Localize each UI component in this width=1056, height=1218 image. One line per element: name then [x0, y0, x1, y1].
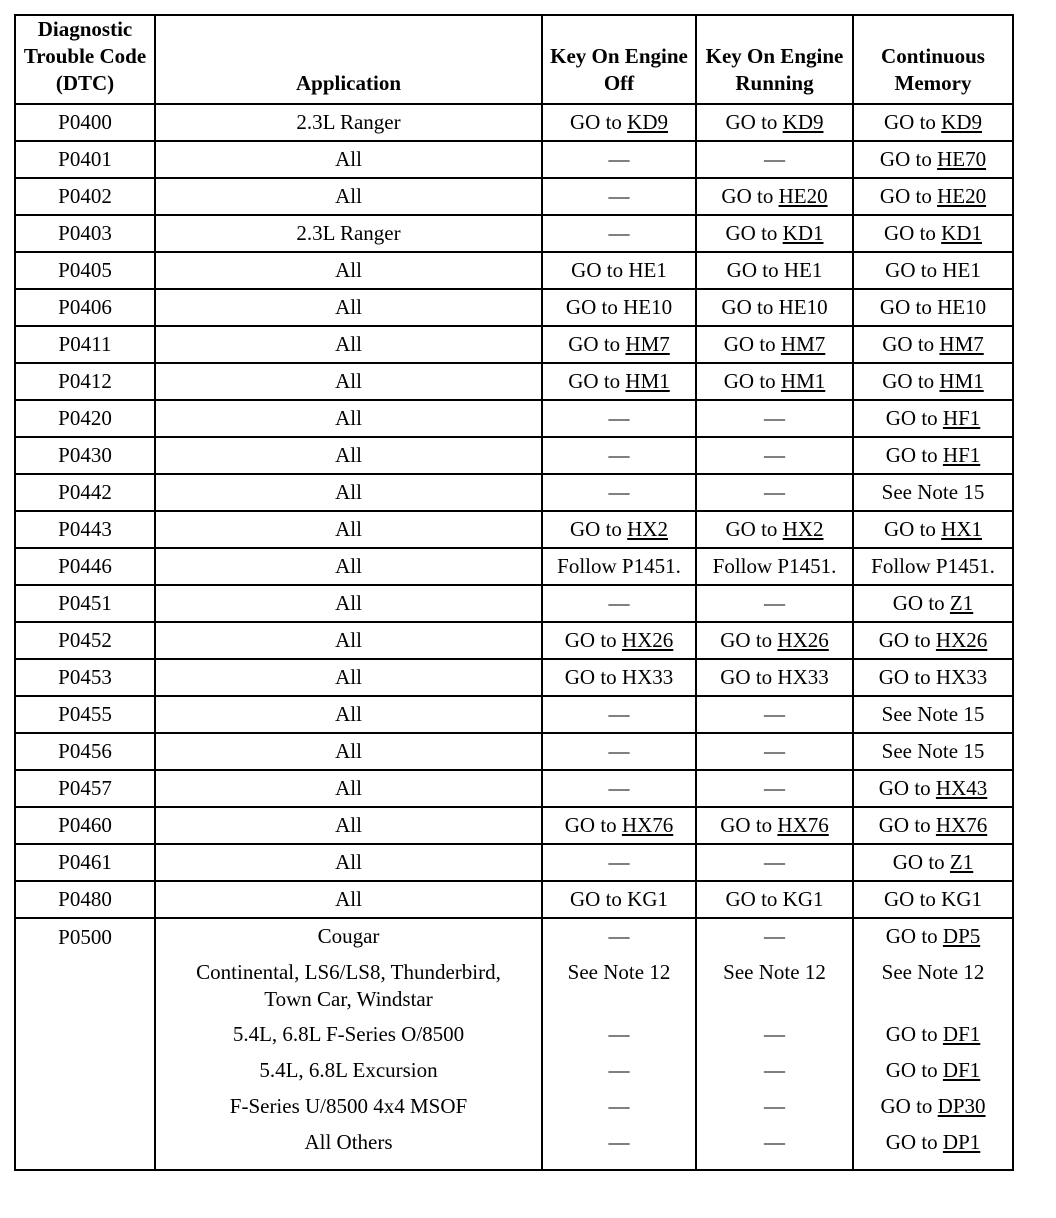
- dtc-code: P0442: [15, 474, 155, 511]
- action-text: See Note 12: [567, 960, 671, 984]
- dtc-code: P0412: [15, 363, 155, 400]
- action-text: GO to: [878, 776, 931, 800]
- action-text: GO to: [885, 443, 938, 467]
- action-text: GO to: [568, 369, 621, 393]
- key-on-engine-off-cell: [542, 400, 696, 437]
- action-text: GO to: [725, 221, 778, 245]
- header-key-on-engine-running: Key On Engine Running: [696, 15, 853, 104]
- action-text: GO to: [723, 369, 776, 393]
- procedure-link[interactable]: HF1: [942, 443, 981, 467]
- continuous-memory-cell: [853, 215, 1013, 252]
- key-on-engine-running-cell: [696, 289, 853, 326]
- action-text: —: [608, 702, 630, 726]
- table-row: [15, 807, 1013, 844]
- procedure-link[interactable]: KD9: [782, 110, 824, 134]
- action-text: —: [608, 739, 630, 763]
- action-text: —: [764, 1094, 785, 1118]
- action-text: GO to: [564, 628, 617, 652]
- application-cell: [155, 918, 542, 1170]
- continuous-memory-cell: [853, 881, 1013, 918]
- action-text: GO to: [879, 147, 932, 171]
- key-on-engine-running-cell: [696, 881, 853, 918]
- procedure-link[interactable]: KD9: [941, 110, 982, 134]
- key-on-engine-running-cell: [696, 696, 853, 733]
- application-cell: All: [155, 511, 542, 548]
- action-text: See Note 12: [881, 960, 985, 984]
- table-row: [15, 326, 1013, 363]
- continuous-memory-cell: [853, 178, 1013, 215]
- action-text: GO to HE1: [885, 258, 981, 282]
- application-cell: All: [155, 437, 542, 474]
- sub-entry: [547, 959, 691, 1021]
- action-text: —: [608, 406, 630, 430]
- continuous-memory-cell: [853, 622, 1013, 659]
- table-row: [15, 585, 1013, 622]
- action-text: —: [764, 1022, 785, 1046]
- dtc-code: P0403: [15, 215, 155, 252]
- key-on-engine-off-cell: [542, 511, 696, 548]
- application-cell: All: [155, 881, 542, 918]
- procedure-link[interactable]: HX76: [621, 813, 674, 837]
- action-text: —: [764, 776, 785, 800]
- table-row: [15, 511, 1013, 548]
- sub-entry: Continental, LS6/LS8, Thunderbird, Town Car, Windstar: [196, 960, 501, 1011]
- action-text: See Note 15: [881, 739, 985, 763]
- sub-entry: [547, 1093, 691, 1129]
- continuous-memory-cell: [853, 511, 1013, 548]
- key-on-engine-off-cell: [542, 548, 696, 585]
- action-text: GO to HE1: [726, 258, 823, 282]
- dtc-code: P0455: [15, 696, 155, 733]
- procedure-link[interactable]: HF1: [942, 406, 981, 430]
- action-text: GO to: [882, 332, 935, 356]
- key-on-engine-running-cell: [696, 178, 853, 215]
- key-on-engine-running-cell: [696, 141, 853, 178]
- key-on-engine-running-cell: [696, 215, 853, 252]
- key-on-engine-running-cell: [696, 252, 853, 289]
- application-cell: All: [155, 363, 542, 400]
- procedure-link[interactable]: DP1: [942, 1130, 981, 1154]
- table-row: [15, 622, 1013, 659]
- key-on-engine-running-cell: [696, 585, 853, 622]
- action-text: GO to: [885, 1022, 938, 1046]
- table-row: [15, 733, 1013, 770]
- application-cell: All: [155, 622, 542, 659]
- dtc-code: P0400: [15, 104, 155, 141]
- sub-entry: F-Series U/8500 4x4 MSOF: [229, 1094, 468, 1118]
- key-on-engine-running-cell: [696, 807, 853, 844]
- table-row: [15, 659, 1013, 696]
- action-text: GO to KG1: [884, 887, 982, 911]
- action-text: GO to: [725, 517, 778, 541]
- procedure-link[interactable]: DP30: [937, 1094, 986, 1118]
- procedure-link[interactable]: DF1: [942, 1022, 981, 1046]
- sub-entry: Cougar: [317, 924, 380, 948]
- table-row: [15, 400, 1013, 437]
- action-text: GO to: [885, 1058, 938, 1082]
- key-on-engine-running-cell: [696, 104, 853, 141]
- key-on-engine-off-cell: [542, 585, 696, 622]
- sub-entry: [858, 1021, 1008, 1057]
- header-application: Application: [155, 15, 542, 104]
- continuous-memory-cell: [853, 326, 1013, 363]
- key-on-engine-running-cell: [696, 918, 853, 1170]
- continuous-memory-cell: [853, 141, 1013, 178]
- application-cell: All: [155, 474, 542, 511]
- action-text: GO to HE1: [571, 258, 667, 282]
- sub-entry: [547, 923, 691, 959]
- table-row: [15, 215, 1013, 252]
- procedure-link[interactable]: HX76: [935, 813, 988, 837]
- action-text: GO to: [564, 813, 617, 837]
- key-on-engine-off-cell: [542, 622, 696, 659]
- action-text: —: [764, 147, 785, 171]
- action-text: —: [608, 1130, 630, 1154]
- action-text: GO to: [720, 813, 773, 837]
- sub-entry: [858, 1129, 1008, 1165]
- sub-entry: [547, 1021, 691, 1057]
- sub-entry: [858, 923, 1008, 959]
- application-cell: All: [155, 696, 542, 733]
- key-on-engine-off-cell: [542, 178, 696, 215]
- action-text: GO to: [883, 110, 936, 134]
- sub-entry: [858, 1093, 1008, 1129]
- action-text: —: [608, 480, 630, 504]
- dtc-code: P0411: [15, 326, 155, 363]
- key-on-engine-off-cell: [542, 437, 696, 474]
- continuous-memory-cell: [853, 474, 1013, 511]
- key-on-engine-off-cell: [542, 807, 696, 844]
- application-cell: All: [155, 400, 542, 437]
- continuous-memory-cell: [853, 548, 1013, 585]
- action-text: GO to: [721, 184, 774, 208]
- action-text: —: [764, 480, 785, 504]
- action-text: GO to: [569, 517, 622, 541]
- continuous-memory-cell: [853, 437, 1013, 474]
- table-row: [15, 770, 1013, 807]
- key-on-engine-off-cell: [542, 733, 696, 770]
- key-on-engine-running-cell: [696, 548, 853, 585]
- action-text: —: [608, 1094, 630, 1118]
- sub-entry: [701, 1057, 848, 1093]
- action-text: GO to: [883, 221, 936, 245]
- table-row: [15, 252, 1013, 289]
- action-text: Follow P1451.: [712, 554, 837, 578]
- application-cell: All: [155, 807, 542, 844]
- sub-entry: [547, 1129, 691, 1165]
- key-on-engine-running-cell: [696, 363, 853, 400]
- application-cell: 2.3L Ranger: [155, 215, 542, 252]
- key-on-engine-off-cell: [542, 215, 696, 252]
- action-text: GO to: [568, 332, 621, 356]
- continuous-memory-cell: [853, 400, 1013, 437]
- header-row: [15, 15, 1013, 104]
- action-text: GO to: [892, 850, 945, 874]
- dtc-code: P0480: [15, 881, 155, 918]
- action-text: GO to HE10: [721, 295, 828, 319]
- header-dtc: Diagnostic Trouble Code (DTC): [15, 15, 155, 104]
- application-cell: All: [155, 548, 542, 585]
- procedure-link[interactable]: Z1: [949, 850, 974, 874]
- sub-entry: [701, 1093, 848, 1129]
- procedure-link[interactable]: KD9: [627, 110, 668, 134]
- procedure-link[interactable]: HM1: [939, 369, 984, 393]
- action-text: See Note 15: [881, 480, 985, 504]
- sub-entry: [701, 959, 848, 1021]
- action-text: GO to HX33: [564, 665, 674, 689]
- application-cell: All: [155, 252, 542, 289]
- key-on-engine-off-cell: [542, 104, 696, 141]
- action-text: Follow P1451.: [871, 554, 995, 578]
- sub-entry: [858, 959, 1008, 1021]
- table-row: [15, 363, 1013, 400]
- procedure-link[interactable]: HX26: [621, 628, 674, 652]
- table-row: [15, 696, 1013, 733]
- dtc-code: P0461: [15, 844, 155, 881]
- dtc-code: P0406: [15, 289, 155, 326]
- action-text: —: [608, 924, 630, 948]
- action-text: GO to: [569, 110, 622, 134]
- dtc-code: P0460: [15, 807, 155, 844]
- action-text: GO to: [882, 369, 935, 393]
- key-on-engine-off-cell: [542, 363, 696, 400]
- dtc-code: P0456: [15, 733, 155, 770]
- action-text: —: [608, 1022, 630, 1046]
- action-text: —: [764, 443, 785, 467]
- continuous-memory-cell: [853, 104, 1013, 141]
- table-row: [15, 474, 1013, 511]
- dtc-code: P0500: [15, 918, 155, 1170]
- key-on-engine-off-cell: [542, 659, 696, 696]
- table-row: [15, 881, 1013, 918]
- sub-entry: [858, 1057, 1008, 1093]
- action-text: GO to: [892, 591, 945, 615]
- procedure-link[interactable]: HE20: [937, 184, 987, 208]
- key-on-engine-off-cell: [542, 918, 696, 1170]
- sub-entry: 5.4L, 6.8L F-Series O/8500: [232, 1022, 465, 1046]
- procedure-link[interactable]: HM7: [625, 332, 670, 356]
- action-text: —: [608, 776, 630, 800]
- application-cell: All: [155, 733, 542, 770]
- key-on-engine-off-cell: [542, 289, 696, 326]
- header-continuous-memory: Continuous Memory: [853, 15, 1013, 104]
- continuous-memory-cell: [853, 733, 1013, 770]
- procedure-link[interactable]: KD1: [941, 221, 982, 245]
- dtc-code: P0402: [15, 178, 155, 215]
- key-on-engine-off-cell: [542, 474, 696, 511]
- action-text: Follow P1451.: [557, 554, 681, 578]
- procedure-link[interactable]: HM7: [780, 332, 826, 356]
- action-text: —: [764, 702, 785, 726]
- continuous-memory-cell: [853, 252, 1013, 289]
- action-text: GO to HX33: [720, 665, 829, 689]
- action-text: —: [764, 406, 785, 430]
- key-on-engine-running-cell: [696, 474, 853, 511]
- key-on-engine-running-cell: [696, 844, 853, 881]
- procedure-link[interactable]: HM7: [939, 332, 984, 356]
- continuous-memory-cell: [853, 363, 1013, 400]
- application-cell: All: [155, 141, 542, 178]
- procedure-link[interactable]: HX26: [777, 628, 829, 652]
- continuous-memory-cell: [853, 770, 1013, 807]
- action-text: GO to: [878, 628, 931, 652]
- continuous-memory-cell: [853, 696, 1013, 733]
- procedure-link[interactable]: DF1: [942, 1058, 981, 1082]
- dtc-table: [14, 14, 1014, 1171]
- table-body: [15, 104, 1013, 1170]
- sub-entry: [701, 1129, 848, 1165]
- key-on-engine-running-cell: [696, 400, 853, 437]
- table-row: [15, 178, 1013, 215]
- dtc-code: P0451: [15, 585, 155, 622]
- dtc-code: P0401: [15, 141, 155, 178]
- table-row-p0500: [15, 918, 1013, 1170]
- action-text: GO to: [883, 517, 936, 541]
- table-row: [15, 141, 1013, 178]
- dtc-code: P0420: [15, 400, 155, 437]
- dtc-code: P0453: [15, 659, 155, 696]
- action-text: —: [608, 147, 630, 171]
- dtc-code: P0430: [15, 437, 155, 474]
- action-text: GO to KG1: [570, 887, 668, 911]
- sub-entry: 5.4L, 6.8L Excursion: [259, 1058, 438, 1082]
- sub-entry: [701, 923, 848, 959]
- key-on-engine-running-cell: [696, 326, 853, 363]
- key-on-engine-running-cell: [696, 733, 853, 770]
- sub-entry: All Others: [304, 1130, 393, 1154]
- key-on-engine-off-cell: [542, 844, 696, 881]
- key-on-engine-off-cell: [542, 252, 696, 289]
- continuous-memory-cell: [853, 659, 1013, 696]
- action-text: —: [608, 850, 630, 874]
- action-text: GO to: [885, 406, 938, 430]
- key-on-engine-running-cell: [696, 511, 853, 548]
- action-text: GO to: [725, 110, 778, 134]
- key-on-engine-running-cell: [696, 437, 853, 474]
- continuous-memory-cell: [853, 918, 1013, 1170]
- header-key-on-engine-off: Key On Engine Off: [542, 15, 696, 104]
- action-text: —: [764, 1058, 785, 1082]
- dtc-code: P0446: [15, 548, 155, 585]
- procedure-link[interactable]: HX76: [777, 813, 829, 837]
- action-text: GO to: [879, 184, 932, 208]
- key-on-engine-off-cell: [542, 881, 696, 918]
- table-row: [15, 437, 1013, 474]
- table-row: [15, 548, 1013, 585]
- procedure-link[interactable]: HE20: [778, 184, 828, 208]
- dtc-code: P0405: [15, 252, 155, 289]
- key-on-engine-running-cell: [696, 659, 853, 696]
- action-text: —: [764, 739, 785, 763]
- action-text: —: [608, 591, 630, 615]
- procedure-link[interactable]: HX2: [627, 517, 668, 541]
- key-on-engine-running-cell: [696, 622, 853, 659]
- key-on-engine-off-cell: [542, 326, 696, 363]
- table-row: [15, 844, 1013, 881]
- action-text: GO to: [880, 1094, 933, 1118]
- sub-entry: [701, 1021, 848, 1057]
- procedure-link[interactable]: HX43: [935, 776, 988, 800]
- application-cell: All: [155, 770, 542, 807]
- action-text: —: [608, 443, 630, 467]
- action-text: —: [764, 591, 785, 615]
- procedure-link[interactable]: Z1: [949, 591, 974, 615]
- key-on-engine-off-cell: [542, 770, 696, 807]
- action-text: GO to: [723, 332, 776, 356]
- dtc-code: P0443: [15, 511, 155, 548]
- procedure-link[interactable]: KD1: [782, 221, 824, 245]
- application-cell: 2.3L Ranger: [155, 104, 542, 141]
- dtc-code: P0457: [15, 770, 155, 807]
- application-cell: All: [155, 289, 542, 326]
- procedure-link[interactable]: HX26: [935, 628, 988, 652]
- application-cell: All: [155, 178, 542, 215]
- action-text: —: [764, 1130, 785, 1154]
- application-cell: All: [155, 585, 542, 622]
- procedure-link[interactable]: HX1: [941, 517, 982, 541]
- procedure-link[interactable]: DP5: [942, 924, 981, 948]
- application-cell: All: [155, 326, 542, 363]
- application-cell: All: [155, 659, 542, 696]
- table-row: [15, 289, 1013, 326]
- continuous-memory-cell: [853, 844, 1013, 881]
- action-text: —: [608, 184, 630, 208]
- sub-entry: [547, 1057, 691, 1093]
- key-on-engine-off-cell: [542, 696, 696, 733]
- action-text: GO to: [885, 1130, 938, 1154]
- key-on-engine-running-cell: [696, 770, 853, 807]
- action-text: GO to HX33: [878, 665, 988, 689]
- continuous-memory-cell: [853, 807, 1013, 844]
- procedure-link[interactable]: HE70: [937, 147, 987, 171]
- procedure-link[interactable]: HM1: [780, 369, 826, 393]
- procedure-link[interactable]: HM1: [625, 369, 670, 393]
- action-text: GO to HE10: [565, 295, 673, 319]
- action-text: See Note 12: [723, 960, 826, 984]
- action-text: —: [764, 850, 785, 874]
- table-row: [15, 104, 1013, 141]
- action-text: See Note 15: [881, 702, 985, 726]
- continuous-memory-cell: [853, 289, 1013, 326]
- action-text: —: [608, 1058, 630, 1082]
- procedure-link[interactable]: HX2: [782, 517, 824, 541]
- action-text: GO to: [885, 924, 938, 948]
- action-text: GO to: [878, 813, 931, 837]
- action-text: GO to KG1: [725, 887, 824, 911]
- dtc-code: P0452: [15, 622, 155, 659]
- key-on-engine-off-cell: [542, 141, 696, 178]
- action-text: GO to HE10: [879, 295, 987, 319]
- action-text: —: [608, 221, 630, 245]
- action-text: GO to: [720, 628, 773, 652]
- application-cell: All: [155, 844, 542, 881]
- continuous-memory-cell: [853, 585, 1013, 622]
- action-text: —: [764, 924, 785, 948]
